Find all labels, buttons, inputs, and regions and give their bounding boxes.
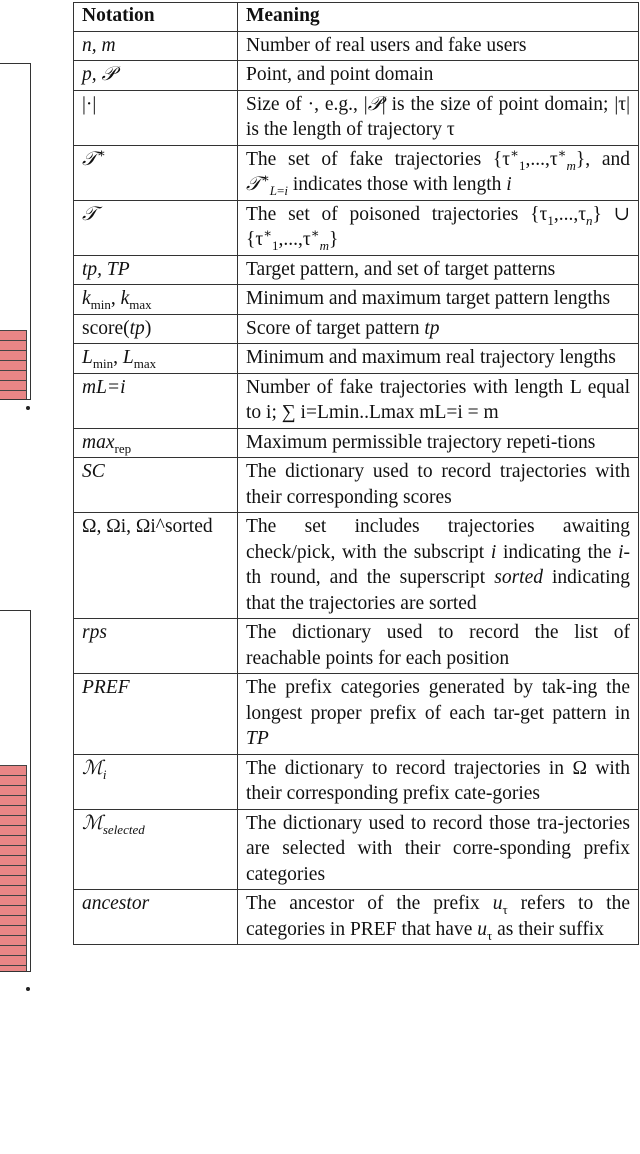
notation-cell: |·| xyxy=(74,90,238,145)
meaning-cell: The set includes trajectories awaiting check/pick, with the subscript i indicating the i-th round, and the superscript sorted indicating that the trajectories are sorted xyxy=(238,513,639,619)
notation-cell: score(tp) xyxy=(74,314,238,344)
table-row xyxy=(74,619,639,674)
table-row xyxy=(74,90,639,145)
notation-cell: $k_{min}$, $k_{max}$ xyxy=(74,285,238,315)
meaning-cell: Minimum and maximum target pattern lengths xyxy=(238,285,639,315)
header-meaning: Meaning xyxy=(238,3,639,32)
table-row xyxy=(74,200,639,255)
table-row xyxy=(74,458,639,513)
meaning-cell: The dictionary used to record those tra-jectories are selected with their corre-sponding prefix categories xyxy=(238,809,639,890)
table-row xyxy=(74,314,639,344)
meaning-cell: The set of poisoned trajectories $\{\tau_1,...,\tau_n\}$ ∪ $\{\tau^∗_1,...,\tau^∗_m\}$ xyxy=(238,200,639,255)
notation-cell: tp, TP xyxy=(74,255,238,285)
table-row xyxy=(74,809,639,890)
notation-table xyxy=(73,2,639,945)
table-row xyxy=(74,285,639,315)
meaning-cell: Target pattern, and set of target patterns xyxy=(238,255,639,285)
bar-stack xyxy=(0,330,27,399)
table-row xyxy=(74,754,639,809)
table-row xyxy=(74,373,639,428)
notation-cell: 𝒯 xyxy=(74,200,238,255)
notation-cell: Ω, Ωi, Ωi^sorted xyxy=(74,513,238,619)
meaning-cell: Number of fake trajectories with length L equal to i; ∑ i=Lmin..Lmax mL=i = m xyxy=(238,373,639,428)
meaning-cell: The set of fake trajectories $\{\tau^∗_1,...,\tau^∗_m\}$, and 𝒯∗$_{L=i}$ indicates those with length i xyxy=(238,145,639,200)
table-row xyxy=(74,428,639,458)
table-row xyxy=(74,31,639,61)
notation-cell: mL=i xyxy=(74,373,238,428)
meaning-cell: The dictionary to record trajectories in Ω with their corresponding prefix cate-gories xyxy=(238,754,639,809)
table-row xyxy=(74,890,639,945)
notation-cell: $L_{min}$, $L_{max}$ xyxy=(74,344,238,374)
axis-tick-mark xyxy=(26,406,30,410)
notation-cell: PREF xyxy=(74,674,238,755)
partial-figure-bottom xyxy=(0,610,31,972)
partial-figure-top xyxy=(0,63,31,400)
meaning-cell: Maximum permissible trajectory repeti-tions xyxy=(238,428,639,458)
meaning-cell: The dictionary used to record trajectories with their corresponding scores xyxy=(238,458,639,513)
bar-stack xyxy=(0,765,27,971)
table-row xyxy=(74,674,639,755)
header-notation: Notation xyxy=(74,3,238,32)
meaning-cell: The ancestor of the prefix $u_\tau$ refers to the categories in PREF that have $u_\tau$ as their suffix xyxy=(238,890,639,945)
table-row xyxy=(74,344,639,374)
notation-cell: ℳ$_i$ xyxy=(74,754,238,809)
table-header-row xyxy=(74,3,639,32)
notation-cell: rps xyxy=(74,619,238,674)
notation-cell: SC xyxy=(74,458,238,513)
notation-cell: $\max_{rep}$ xyxy=(74,428,238,458)
meaning-cell: Size of ·, e.g., |𝒫| is the size of point domain; |τ| is the length of trajectory τ xyxy=(238,90,639,145)
table-row xyxy=(74,513,639,619)
notation-cell: 𝒯∗ xyxy=(74,145,238,200)
notation-cell: ancestor xyxy=(74,890,238,945)
meaning-cell: The dictionary used to record the list of reachable points for each position xyxy=(238,619,639,674)
notation-cell: p, 𝒫 xyxy=(74,61,238,91)
table-row xyxy=(74,145,639,200)
meaning-cell: Minimum and maximum real trajectory lengths xyxy=(238,344,639,374)
notation-cell: ℳ$_{selected}$ xyxy=(74,809,238,890)
meaning-cell: Number of real users and fake users xyxy=(238,31,639,61)
meaning-cell: Point, and point domain xyxy=(238,61,639,91)
meaning-cell: The prefix categories generated by tak-ing the longest proper prefix of each tar-get pattern in TP xyxy=(238,674,639,755)
axis-tick-mark xyxy=(26,987,30,991)
table-row xyxy=(74,255,639,285)
table-row xyxy=(74,61,639,91)
notation-cell: n, m xyxy=(74,31,238,61)
meaning-cell: Score of target pattern tp xyxy=(238,314,639,344)
